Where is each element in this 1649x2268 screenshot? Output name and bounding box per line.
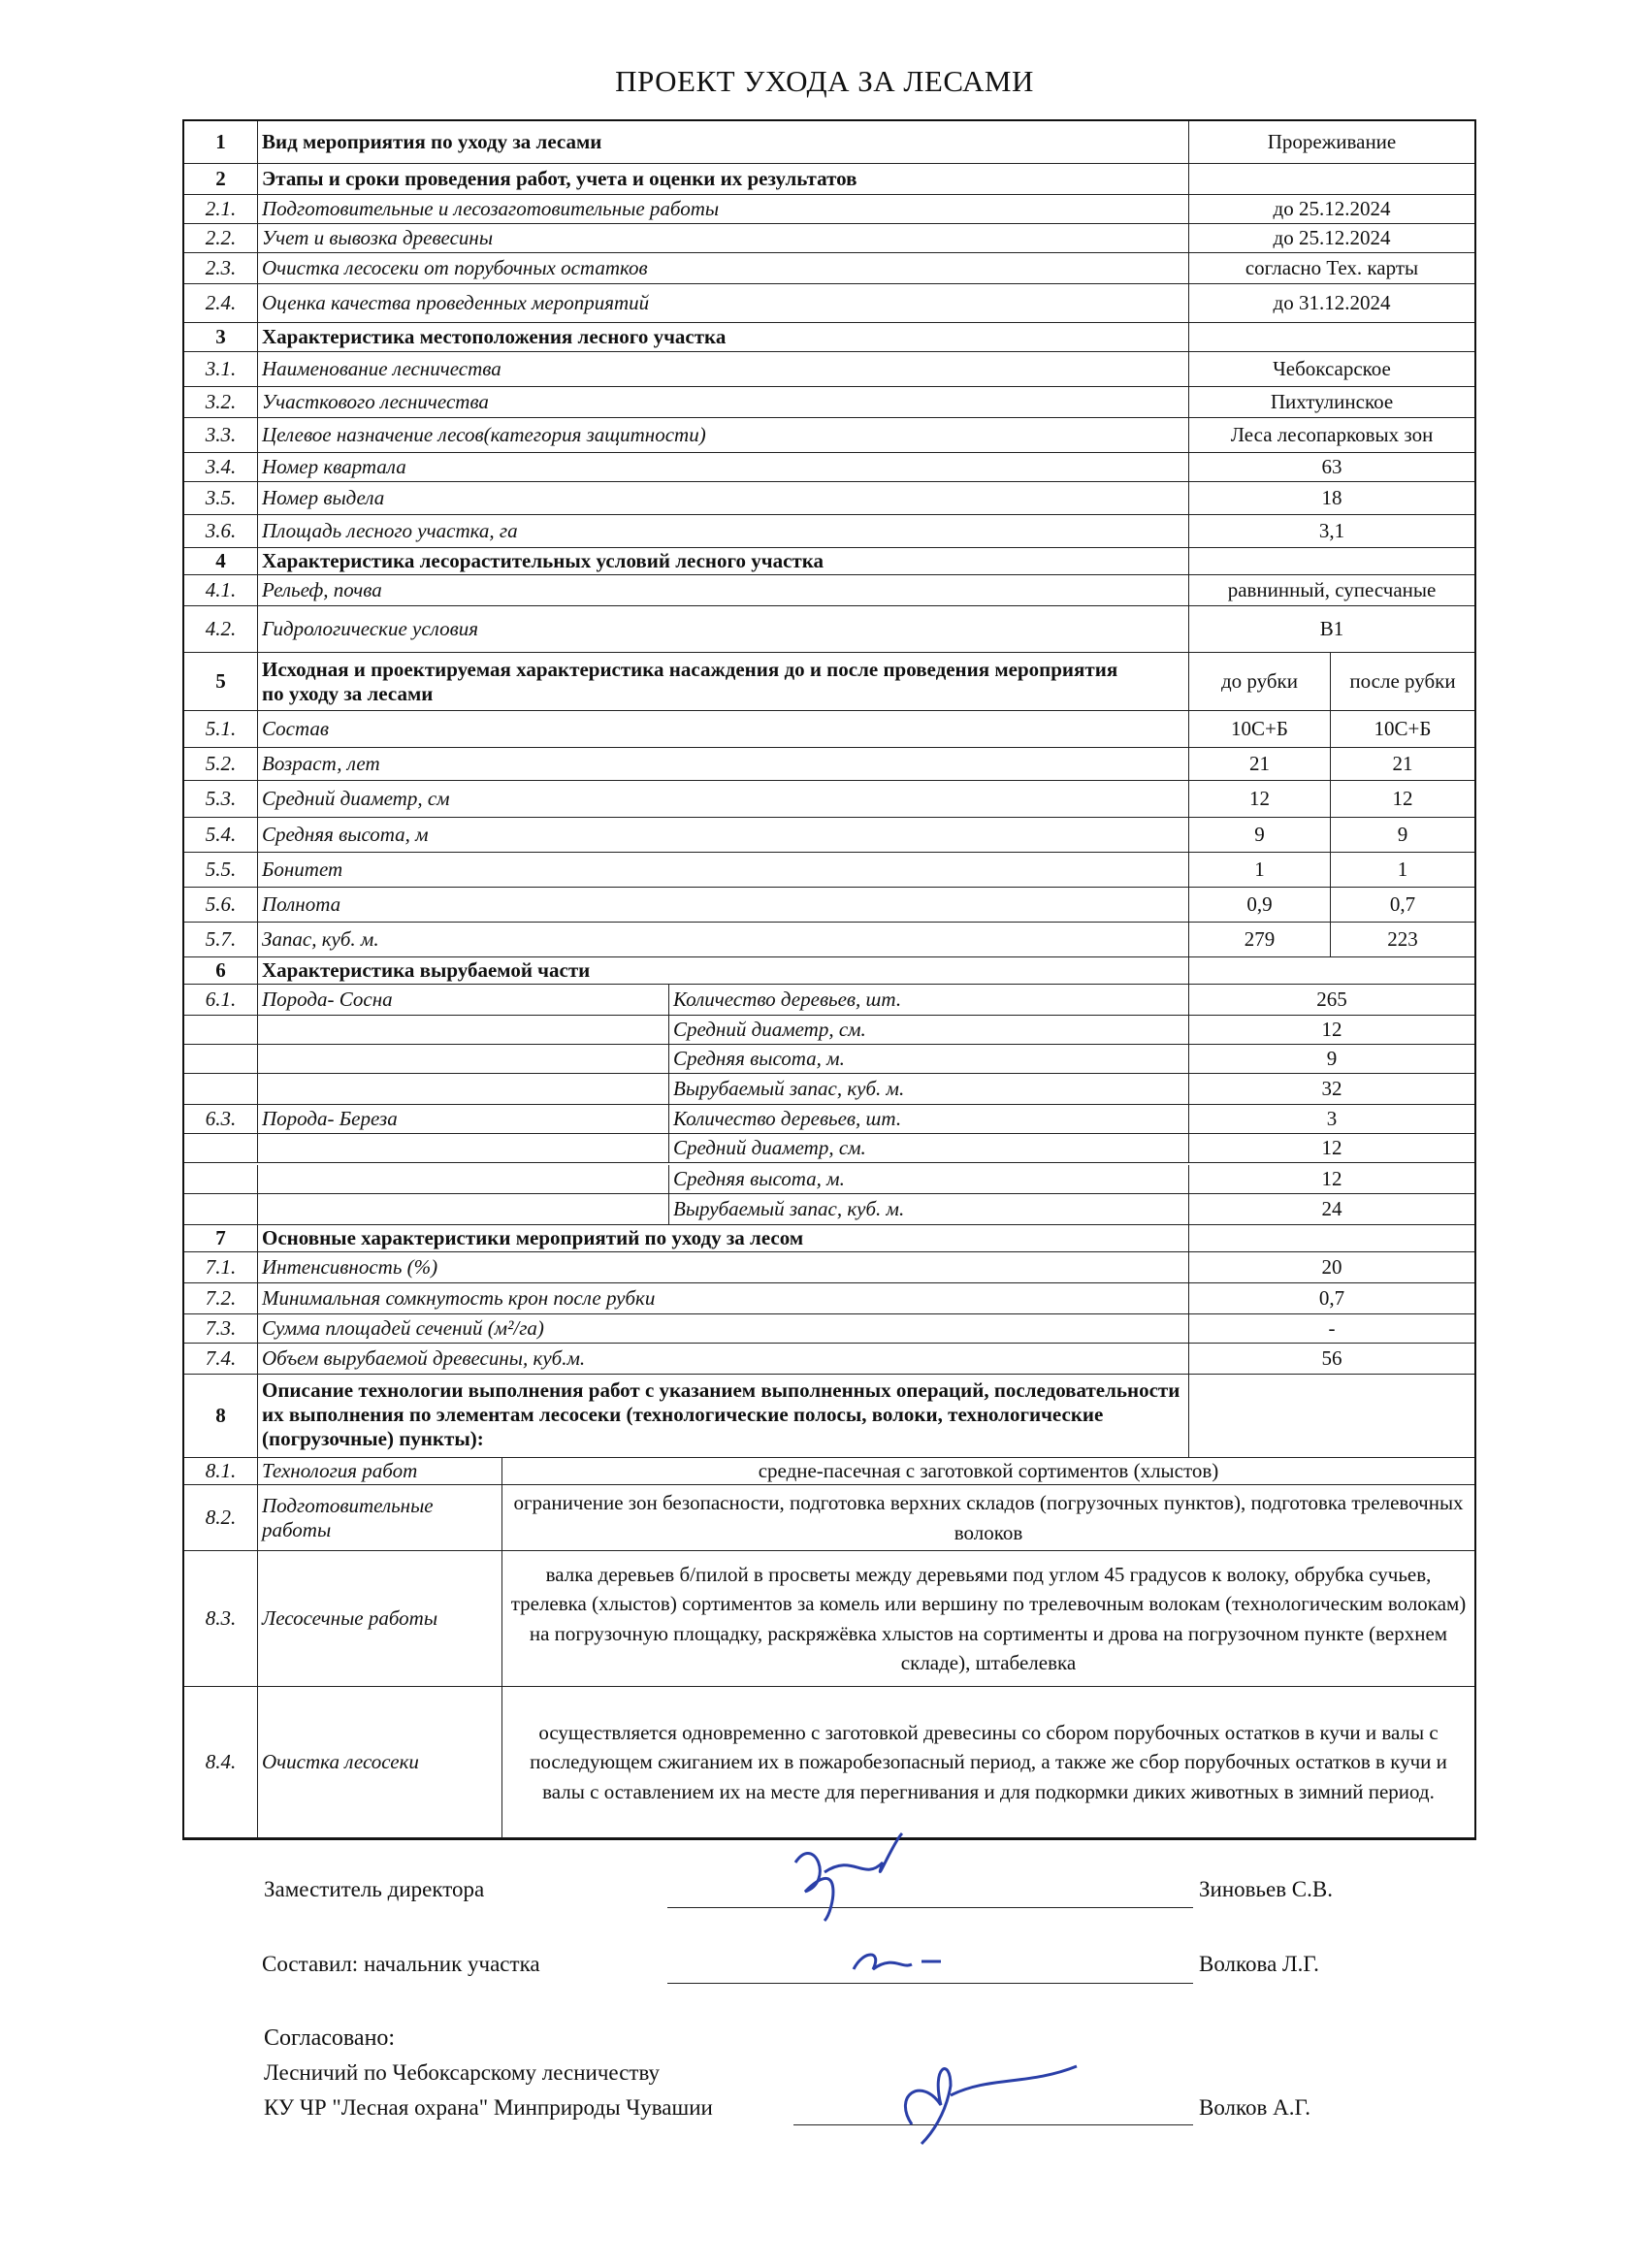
row-number: 3 xyxy=(184,323,258,351)
breed-label xyxy=(258,1016,669,1044)
value-after: 0,7 xyxy=(1389,892,1416,917)
row-number xyxy=(184,1016,258,1044)
row-label: Исходная и проектируемая характеристика насаждения до и после проведения мероприятия по уходу за лесами xyxy=(258,653,1189,710)
row-label: Технология работ xyxy=(258,1458,502,1484)
row-label: Участкового лесничества xyxy=(258,387,1189,417)
table-row xyxy=(184,1134,1474,1163)
row-number: 3.1. xyxy=(184,352,258,386)
row-value: согласно Тех. карты xyxy=(1245,256,1419,280)
row-value: 18 xyxy=(1321,486,1342,510)
row-value: осуществляется одновременно с заготовкой древесины со сбором порубочных остатков в кучи и валы с последующем сжиганием их в пожаробезопасный период, а также же сбор порубочных остатков в кучи и валы с оставлением их на месте для перегнивания и для подкормки диких животных в зимний период. xyxy=(530,1720,1447,1803)
row-number: 5 xyxy=(184,653,258,710)
forester-line-2: КУ ЧР "Лесная охрана" Минприроды Чувашии xyxy=(264,2095,713,2120)
row-value xyxy=(1189,323,1474,351)
table-row xyxy=(184,1225,1474,1252)
row-value: 20 xyxy=(1321,1255,1342,1280)
agreed-label: Согласовано: xyxy=(264,2025,396,2051)
table-row xyxy=(184,575,1474,606)
table-row xyxy=(184,1194,1474,1225)
forest-care-table xyxy=(182,119,1476,1840)
row-number: 3.3. xyxy=(184,418,258,452)
author-signature xyxy=(844,1940,951,1989)
value-before: 1 xyxy=(1189,853,1331,887)
row-number: 5.6. xyxy=(184,888,258,922)
row-number: 8 xyxy=(184,1375,258,1457)
row-value: Чебоксарское xyxy=(1273,357,1391,381)
row-label: Этапы и сроки проведения работ, учета и оценки их результатов xyxy=(258,164,1189,194)
breed-label xyxy=(258,1165,669,1193)
row-number: 2.4. xyxy=(184,284,258,322)
row-label: Бонитет xyxy=(258,853,1189,887)
row-label: Описание технологии выполнения работ с указанием выполненных операций, последовательности их выполнения по элементам лесосеки (технологические полосы, волоки, технологические (погрузочные) пункты): xyxy=(258,1375,1189,1457)
parameter-label: Количество деревьев, шт. xyxy=(669,1105,1189,1133)
table-row xyxy=(184,818,1474,853)
row-value: 24 xyxy=(1321,1197,1342,1221)
row-value: до 25.12.2024 xyxy=(1273,226,1391,250)
table-row xyxy=(184,1105,1474,1134)
author-name: Волкова Л.Г. xyxy=(1199,1952,1319,1976)
table-row xyxy=(184,548,1474,575)
row-number: 3.5. xyxy=(184,482,258,514)
table-row xyxy=(184,323,1474,352)
value-after: 21 xyxy=(1392,752,1413,776)
row-value: средне-пасечная с заготовкой сортиментов (хлыстов) xyxy=(758,1459,1219,1483)
row-number: 3.4. xyxy=(184,453,258,481)
row-value: равнинный, супесчаные xyxy=(1227,578,1437,602)
row-number: 5.1. xyxy=(184,711,258,747)
row-value: 12 xyxy=(1321,1167,1342,1191)
table-row xyxy=(184,121,1474,164)
row-number: 8.4. xyxy=(184,1687,258,1837)
row-value: 3 xyxy=(1326,1107,1338,1131)
table-row xyxy=(184,418,1474,453)
row-number: 3.2. xyxy=(184,387,258,417)
row-label: Характеристика местоположения лесного участка xyxy=(258,323,1189,351)
row-number: 5.3. xyxy=(184,781,258,817)
row-label: Оценка качества проведенных мероприятий xyxy=(258,284,1189,322)
row-value: 32 xyxy=(1321,1077,1342,1101)
table-row xyxy=(184,985,1474,1016)
row-number: 5.7. xyxy=(184,923,258,956)
row-label: Средняя высота, м xyxy=(258,818,1189,852)
table-row xyxy=(184,352,1474,387)
deputy-role: Заместитель директора xyxy=(264,1877,485,1901)
row-label: Объем вырубаемой древесины, куб.м. xyxy=(258,1344,1189,1374)
table-row xyxy=(184,748,1474,781)
value-before: 9 xyxy=(1189,818,1331,852)
table-row xyxy=(184,224,1474,253)
row-value: 12 xyxy=(1321,1136,1342,1160)
table-row xyxy=(184,711,1474,748)
breed-label: Порода- Береза xyxy=(258,1105,669,1133)
row-label: Основные характеристики мероприятий по уходу за лесом xyxy=(258,1225,1189,1251)
row-label: Состав xyxy=(258,711,1189,747)
parameter-label: Средний диаметр, см. xyxy=(669,1134,1189,1162)
row-number: 7.2. xyxy=(184,1283,258,1313)
row-label: Подготовительные работы xyxy=(258,1485,502,1550)
row-label: Номер квартала xyxy=(258,453,1189,481)
table-row xyxy=(184,1344,1474,1375)
breed-label xyxy=(258,1074,669,1104)
row-label: Очистка лесосеки xyxy=(258,1687,502,1837)
author-role: Составил: начальник участка xyxy=(262,1952,540,1976)
row-number: 8.3. xyxy=(184,1551,258,1686)
document-title: ПРОЕКТ УХОДА ЗА ЛЕСАМИ xyxy=(615,64,1034,98)
row-number: 5.2. xyxy=(184,748,258,780)
row-number: 4 xyxy=(184,548,258,574)
row-label: Характеристика лесорастительных условий лесного участка xyxy=(258,548,1189,574)
row-value xyxy=(1189,548,1474,574)
before-header: до рубки xyxy=(1189,653,1331,710)
row-value: 9 xyxy=(1326,1047,1338,1071)
row-value xyxy=(1189,1375,1474,1457)
table-row xyxy=(184,1074,1474,1105)
row-label: Интенсивность (%) xyxy=(258,1252,1189,1282)
forester-signature xyxy=(854,2037,1096,2154)
deputy-signature xyxy=(776,1824,912,1940)
table-row xyxy=(184,1551,1474,1687)
after-header: после рубки xyxy=(1349,669,1456,694)
row-value: 12 xyxy=(1321,1018,1342,1042)
row-number: 7.1. xyxy=(184,1252,258,1282)
row-value: 63 xyxy=(1321,455,1342,479)
row-number: 8.1. xyxy=(184,1458,258,1484)
row-number xyxy=(184,1134,258,1162)
parameter-label: Количество деревьев, шт. xyxy=(669,985,1189,1015)
table-row xyxy=(184,195,1474,224)
row-label: Возраст, лет xyxy=(258,748,1189,780)
table-row xyxy=(184,653,1474,711)
parameter-label: Вырубаемый запас, куб. м. xyxy=(669,1194,1189,1224)
row-label: Лесосечные работы xyxy=(258,1551,502,1686)
row-number: 6.3. xyxy=(184,1105,258,1133)
table-row xyxy=(184,1252,1474,1283)
table-row xyxy=(184,781,1474,818)
row-label: Номер выдела xyxy=(258,482,1189,514)
row-label: Площадь лесного участка, га xyxy=(258,515,1189,547)
table-row xyxy=(184,1314,1474,1344)
row-number: 2.3. xyxy=(184,253,258,283)
table-row xyxy=(184,923,1474,957)
table-row xyxy=(184,284,1474,323)
row-label: Учет и вывозка древесины xyxy=(258,224,1189,252)
value-after: 12 xyxy=(1392,787,1413,811)
breed-label xyxy=(258,1134,669,1162)
row-number: 2.2. xyxy=(184,224,258,252)
table-row xyxy=(184,1458,1474,1485)
row-value: до 31.12.2024 xyxy=(1273,291,1391,315)
row-number xyxy=(184,1045,258,1073)
table-row xyxy=(184,957,1474,985)
parameter-label: Средняя высота, м. xyxy=(669,1045,1189,1073)
table-row xyxy=(184,515,1474,548)
row-value: 0,7 xyxy=(1318,1286,1345,1311)
table-row xyxy=(184,1485,1474,1551)
row-value: Прореживание xyxy=(1267,130,1397,154)
value-before: 21 xyxy=(1189,748,1331,780)
table-row xyxy=(184,853,1474,888)
table-row xyxy=(184,1045,1474,1074)
value-before: 279 xyxy=(1189,923,1331,956)
table-row xyxy=(184,387,1474,418)
value-after: 1 xyxy=(1397,858,1408,882)
parameter-label: Средний диаметр, см. xyxy=(669,1016,1189,1044)
value-before: 0,9 xyxy=(1189,888,1331,922)
forester-line-1: Лесничий по Чебоксарскому лесничеству xyxy=(264,2060,661,2085)
table-row xyxy=(184,482,1474,515)
row-value: 265 xyxy=(1316,988,1347,1012)
row-value xyxy=(1189,164,1474,194)
deputy-name: Зиновьев С.В. xyxy=(1199,1877,1333,1901)
row-number: 3.6. xyxy=(184,515,258,547)
row-value: - xyxy=(1328,1316,1336,1341)
parameter-label: Вырубаемый запас, куб. м. xyxy=(669,1074,1189,1104)
value-after: 223 xyxy=(1387,927,1418,952)
forester-name: Волков А.Г. xyxy=(1199,2095,1310,2120)
table-row xyxy=(184,888,1474,923)
row-number: 5.5. xyxy=(184,853,258,887)
row-value xyxy=(1189,1225,1474,1251)
row-label: Сумма площадей сечений (м²/га) xyxy=(258,1314,1189,1343)
value-after: 9 xyxy=(1397,823,1408,847)
value-before: 12 xyxy=(1189,781,1331,817)
table-row xyxy=(184,1016,1474,1045)
row-number: 6.1. xyxy=(184,985,258,1015)
value-after: 10С+Б xyxy=(1374,717,1432,741)
table-row xyxy=(184,606,1474,653)
row-number: 4.1. xyxy=(184,575,258,605)
row-label: Вид мероприятия по уходу за лесами xyxy=(258,121,1189,163)
table-row xyxy=(184,1687,1474,1838)
parameter-label: Средняя высота, м. xyxy=(669,1165,1189,1193)
row-value: валка деревьев б/пилой в просветы между деревьями под углом 45 градусов к волоку, обрубка сучьев, трелевка (хлыстов) сортиментов за комель или вершину по трелевочным волокам (технологическим волокам) на погрузочную площадку, раскряжёвка хлыстов на сортименты и дрова на погрузочном пункте (верхнем складе), штабелевка xyxy=(510,1562,1467,1674)
breed-label xyxy=(258,1194,669,1224)
row-number xyxy=(184,1165,258,1193)
table-row xyxy=(184,1283,1474,1314)
deputy-signature-line xyxy=(667,1907,1193,1908)
row-label: Рельеф, почва xyxy=(258,575,1189,605)
table-row xyxy=(184,1165,1474,1194)
row-label: Подготовительные и лесозаготовительные работы xyxy=(258,195,1189,223)
row-label: Характеристика вырубаемой части xyxy=(258,957,1189,984)
row-value: 56 xyxy=(1321,1346,1342,1371)
row-value: Леса лесопарковых зон xyxy=(1230,423,1434,447)
row-number: 4.2. xyxy=(184,606,258,652)
row-label: Минимальная сомкнутость крон после рубки xyxy=(258,1283,1189,1313)
row-number: 7.3. xyxy=(184,1314,258,1343)
row-number xyxy=(184,1074,258,1104)
row-value xyxy=(1189,957,1474,984)
table-row xyxy=(184,453,1474,482)
row-number: 5.4. xyxy=(184,818,258,852)
row-value: В1 xyxy=(1319,617,1344,641)
table-row xyxy=(184,253,1474,284)
row-value: Пихтулинское xyxy=(1270,390,1394,414)
row-number: 8.2. xyxy=(184,1485,258,1550)
row-label: Полнота xyxy=(258,888,1189,922)
row-value: ограничение зон безопасности, подготовка верхних складов (погрузочных пунктов), подготовка трелевочных волоков xyxy=(513,1491,1464,1544)
row-label: Целевое назначение лесов(категория защитности) xyxy=(258,418,1189,452)
row-label: Гидрологические условия xyxy=(258,606,1189,652)
row-number: 2.1. xyxy=(184,195,258,223)
row-number: 7.4. xyxy=(184,1344,258,1374)
row-number xyxy=(184,1194,258,1224)
row-label: Запас, куб. м. xyxy=(258,923,1189,956)
table-row xyxy=(184,1375,1474,1458)
row-label: Очистка лесосеки от порубочных остатков xyxy=(258,253,1189,283)
row-value: 3,1 xyxy=(1318,519,1345,543)
row-number: 2 xyxy=(184,164,258,194)
row-number: 7 xyxy=(184,1225,258,1251)
value-before: 10С+Б xyxy=(1189,711,1331,747)
row-value: до 25.12.2024 xyxy=(1273,197,1391,221)
row-number: 6 xyxy=(184,957,258,984)
row-number: 1 xyxy=(184,121,258,163)
row-label: Наименование лесничества xyxy=(258,352,1189,386)
breed-label xyxy=(258,1045,669,1073)
table-row xyxy=(184,164,1474,195)
breed-label: Порода- Сосна xyxy=(258,985,669,1015)
row-label: Средний диаметр, см xyxy=(258,781,1189,817)
